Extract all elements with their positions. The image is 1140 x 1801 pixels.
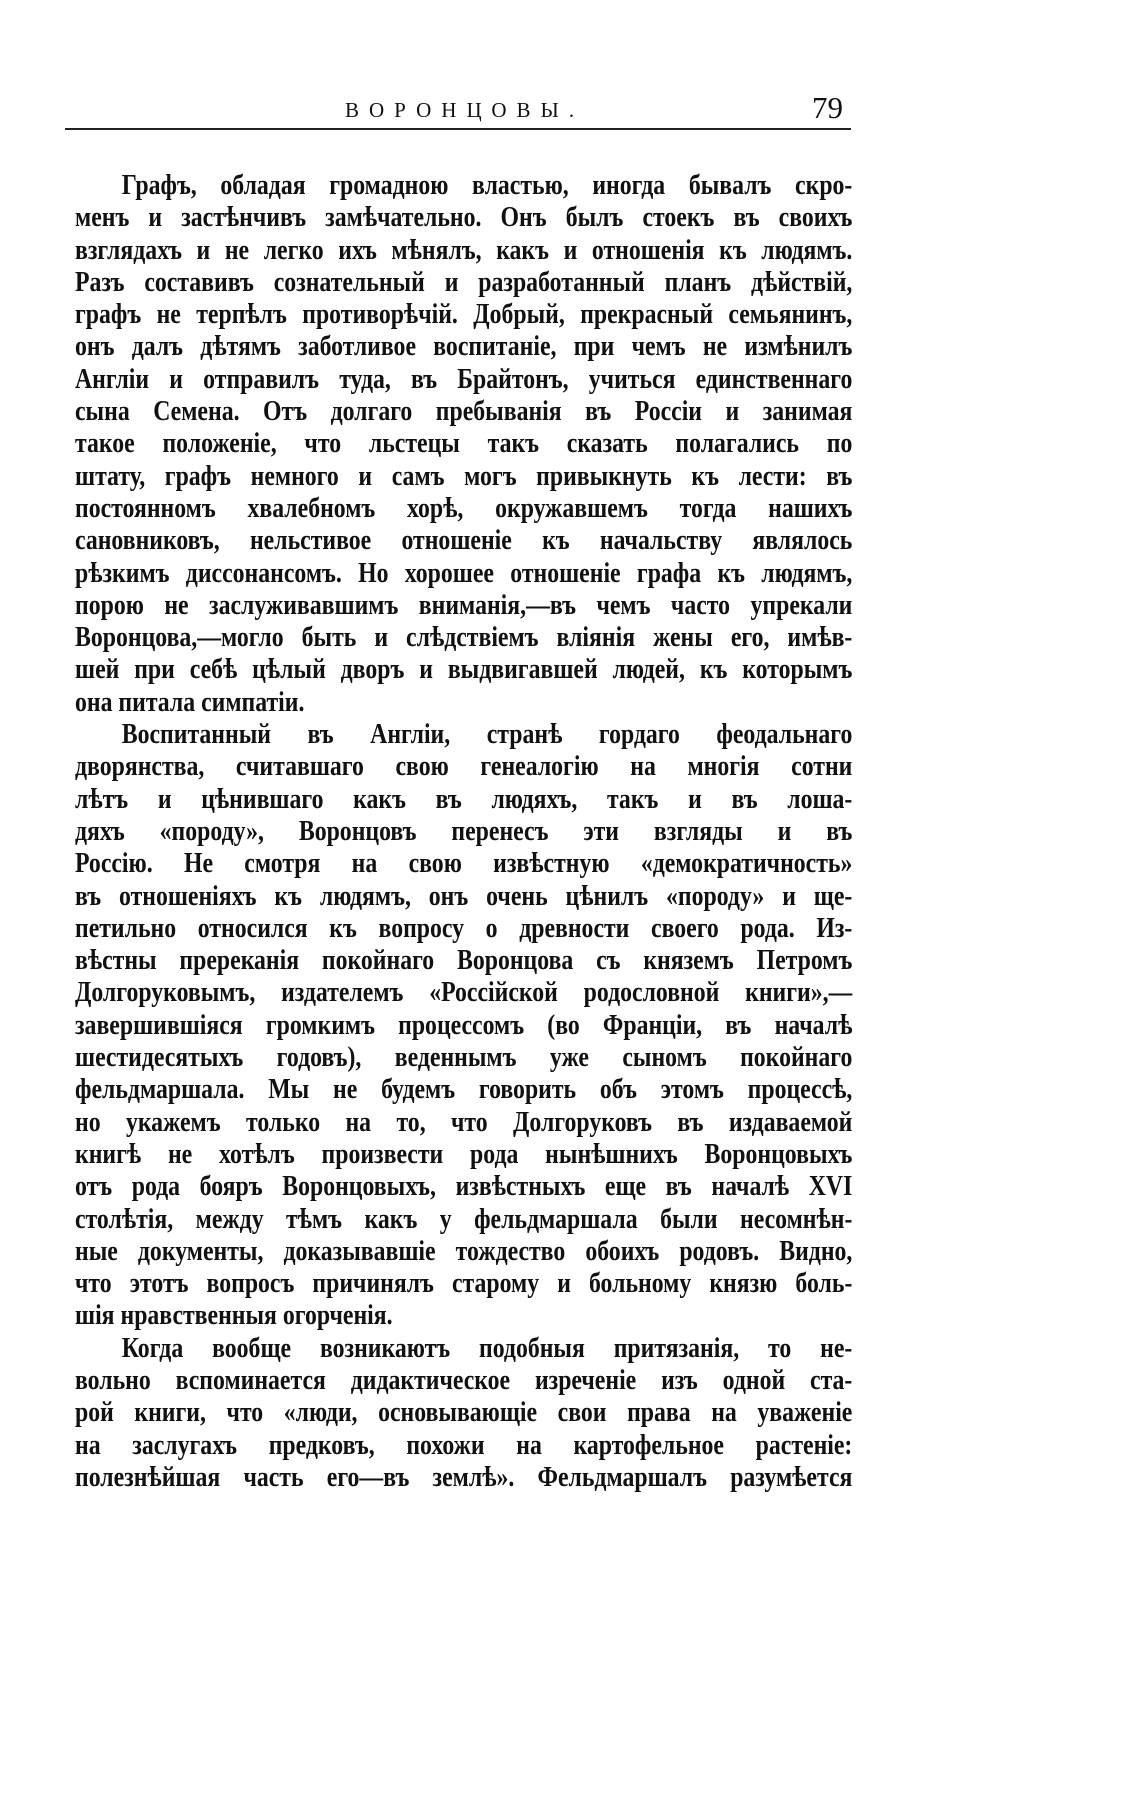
text-line: дворянства, считавшаго свою генеалогію на многія сотни: [75, 750, 853, 783]
text-line: на заслугахъ предковъ, похожи на картофельное растеніе:: [75, 1428, 853, 1461]
text-line: графъ не терпѣлъ противорѣчій. Добрый, прекрасный семьянинъ,: [75, 298, 853, 331]
text-line: Воспитанный въ Англіи, странѣ гордаго феодальнаго: [121, 718, 853, 751]
text-line: дяхъ «породу», Воронцовъ перенесъ эти взгляды и въ: [75, 814, 853, 847]
text-line: Англіи и отправилъ туда, въ Брайтонъ, учиться единственнаго: [75, 362, 853, 395]
text-line: такое положеніе, что льстецы такъ сказать полагались по: [75, 427, 853, 460]
text-line: взглядахъ и не легко ихъ мѣнялъ, какъ и отношенія къ людямъ.: [75, 233, 853, 266]
running-title: ВОРОНЦОВЫ.: [345, 98, 585, 122]
text-line: отъ рода бояръ Воронцовыхъ, извѣстныхъ еще въ началѣ XVI: [75, 1170, 853, 1203]
text-line: Воронцова,—могло быть и слѣдствіемъ вліянія жены его, имѣв-: [75, 621, 853, 654]
text-line: что этотъ вопросъ причинялъ старому и больному князю боль-: [75, 1267, 853, 1300]
text-line: книгѣ не хотѣлъ произвести рода нынѣшнихъ Воронцовыхъ: [75, 1137, 853, 1170]
text-line: Россію. Не смотря на свою извѣстную «демократичность»: [75, 847, 853, 880]
text-line: петильно относился къ вопросу о древности своего рода. Из-: [75, 911, 853, 944]
text-line: лѣтъ и цѣнившаго какъ въ людяхъ, такъ и въ лоша-: [75, 782, 853, 815]
text-line: шестидесятыхъ годовъ), веденнымъ уже сыномъ покойнаго: [75, 1041, 853, 1074]
text-line: ные документы, доказывавшіе тождество обоихъ родовъ. Видно,: [75, 1234, 853, 1267]
text-line: рѣзкимъ диссонансомъ. Но хорошее отношеніе графа къ людямъ,: [75, 556, 853, 589]
text-line: шія нравственныя огорченія.: [75, 1299, 393, 1332]
text-line: штату, графъ немного и самъ могъ привыкнуть къ лести: въ: [75, 459, 853, 492]
text-line: шей при себѣ цѣлый дворъ и выдвигавшей людей, къ которымъ: [75, 653, 853, 686]
text-line: Графъ, обладая громадною властью, иногда бывалъ скро-: [121, 169, 853, 201]
text-line: порою не заслуживавшимъ вниманія,—въ чемъ часто упрекали: [75, 588, 853, 621]
text-line: столѣтія, между тѣмъ какъ у фельдмаршала были несомнѣн-: [75, 1202, 853, 1235]
text-line: сановниковъ, нельстивое отношеніе къ начальству являлось: [75, 524, 853, 557]
text-line: фельдмаршала. Мы не будемъ говорить объ этомъ процессѣ,: [75, 1073, 853, 1106]
text-line: вольно вспоминается дидактическое изреченіе изъ одной ста-: [75, 1363, 853, 1396]
text-line: она питала симпатіи.: [75, 685, 305, 718]
text-line: но укажемъ только на то, что Долгоруковъ въ издаваемой: [75, 1105, 853, 1138]
text-line: Долгоруковымъ, издателемъ «Россійской родословной книги»,—: [75, 976, 853, 1009]
text-line: сына Семена. Отъ долгаго пребыванія въ Россіи и занимая: [75, 395, 853, 428]
text-line: постоянномъ хвалебномъ хорѣ, окружавшемъ тогда нашихъ: [75, 491, 853, 524]
text-line: рой книги, что «люди, основывающіе свои права на уваженіе: [75, 1396, 853, 1429]
paragraph-1: [75, 169, 852, 718]
paragraph-2: [75, 718, 852, 1332]
text-line: завершившіяся громкимъ процессомъ (во Франціи, въ началѣ: [75, 1008, 853, 1041]
text-line: онъ далъ дѣтямъ заботливое воспитаніе, при чемъ не измѣнилъ: [75, 330, 853, 363]
text-line: вѣстны пререканія покойнаго Воронцова съ княземъ Петромъ: [75, 944, 853, 977]
text-line: въ отношеніяхъ къ людямъ, онъ очень цѣнилъ «породу» и ще-: [75, 879, 853, 912]
text-line: Когда вообще возникаютъ подобныя притязанія, то не-: [121, 1331, 853, 1364]
text-line: полезнѣйшая часть его—въ землѣ». Фельдмаршалъ разумѣется: [75, 1460, 853, 1493]
paragraph-3: [75, 1332, 852, 1493]
text-line: менъ и застѣнчивъ замѣчательно. Онъ былъ стоекъ въ своихъ: [75, 201, 853, 234]
header-rule: [65, 128, 851, 130]
body-text: [75, 169, 852, 1493]
text-line: Разъ составивъ сознательный и разработанный планъ дѣйствій,: [75, 265, 853, 298]
page-header: [0, 0, 1140, 140]
page-number: 79: [812, 90, 843, 125]
